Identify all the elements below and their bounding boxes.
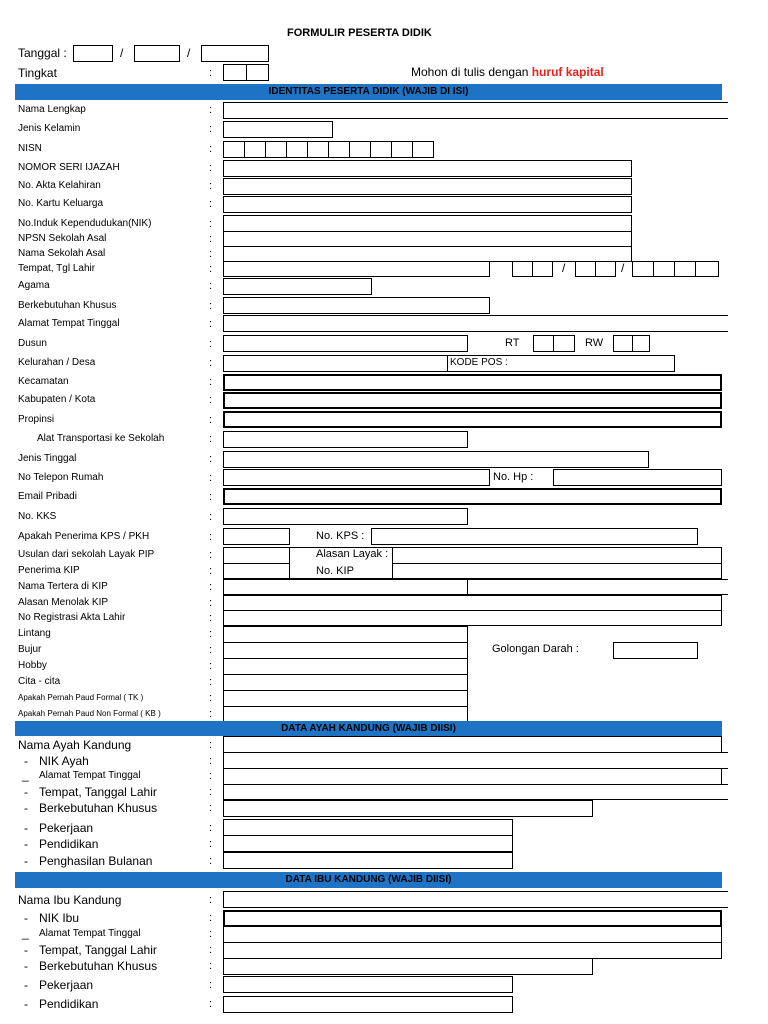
nama-lengkap-label: Nama Lengkap — [18, 104, 86, 115]
ttl-month-field[interactable] — [575, 261, 616, 277]
section-ibu-heading: DATA IBU KANDUNG (WAJIB DIISI) — [15, 872, 722, 888]
nik-colon: : — [209, 218, 213, 230]
ibu-bk-bullet: - — [24, 959, 28, 973]
ibu-alamat-field[interactable] — [223, 926, 722, 943]
kartu-keluarga-colon: : — [209, 198, 213, 210]
email-label: Email Pribadi — [18, 491, 77, 502]
ayah-ttl-field[interactable] — [223, 784, 728, 800]
paud-formal-label: Apakah Pernah Paud Formal ( TK ) — [18, 693, 144, 702]
kelurahan-label: Kelurahan / Desa — [18, 357, 96, 368]
ayah-bk-label: Berkebutuhan Khusus — [39, 801, 158, 815]
ayah-nik-label: NIK Ayah — [39, 754, 89, 768]
lintang-label: Lintang — [18, 628, 51, 639]
dusun-label: Dusun — [18, 338, 47, 349]
ttl-slash-1: / — [562, 261, 566, 275]
ibu-pendidikan-field[interactable] — [223, 996, 513, 1013]
kps-pkh-colon: : — [209, 531, 213, 543]
no-kip-field[interactable] — [392, 563, 722, 579]
ibu-alamat-bullet: _ — [22, 926, 29, 940]
ibu-bk-field[interactable] — [223, 958, 593, 975]
no-kps-label: No. KPS : — [316, 530, 365, 542]
ayah-nama-field[interactable] — [223, 736, 722, 753]
ayah-penghasilan-colon: : — [209, 855, 213, 867]
kartu-keluarga-field[interactable] — [223, 196, 632, 213]
jenis-kelamin-colon: : — [209, 123, 213, 135]
agama-colon: : — [209, 280, 213, 292]
penerima-kip-field[interactable] — [223, 563, 290, 579]
nisn-field[interactable] — [223, 141, 434, 158]
tanggal-month-field[interactable] — [134, 45, 180, 62]
ayah-ttl-label: Tempat, Tanggal Lahir — [39, 785, 157, 799]
ayah-penghasilan-bullet: - — [24, 854, 28, 868]
form-title: FORMULIR PESERTA DIDIK — [287, 27, 432, 39]
alasan-menolak-kip-field[interactable] — [223, 595, 722, 611]
kelurahan-field[interactable] — [223, 355, 448, 372]
ayah-alamat-field[interactable] — [223, 768, 722, 785]
ayah-penghasilan-label: Penghasilan Bulanan — [39, 854, 153, 868]
kabupaten-label: Kabupaten / Kota — [18, 394, 96, 405]
tanggal-label: Tanggal : — [18, 46, 67, 60]
alasan-layak-label: Alasan Layak : — [316, 548, 389, 560]
nomor-seri-ijazah-label: NOMOR SERI IJAZAH — [18, 162, 120, 173]
ibu-pendidikan-colon: : — [209, 998, 213, 1010]
jenis-tinggal-label: Jenis Tinggal — [18, 453, 77, 464]
nama-sekolah-colon: : — [209, 248, 213, 260]
ayah-pendidikan-bullet: - — [24, 837, 28, 851]
ibu-bk-colon: : — [209, 960, 213, 972]
rw-label: RW — [585, 337, 604, 349]
kelurahan-colon: : — [209, 357, 213, 369]
ayah-nik-colon: : — [209, 755, 213, 767]
dusun-field[interactable] — [223, 335, 468, 352]
no-hp-label: No. Hp : — [493, 471, 534, 483]
ibu-pendidikan-label: Pendidikan — [39, 997, 99, 1011]
kecamatan-colon: : — [209, 376, 213, 388]
ibu-nik-bullet: - — [24, 911, 28, 925]
akta-kelahiran-colon: : — [209, 180, 213, 192]
ayah-alamat-colon: : — [209, 770, 213, 782]
no-kip-label: No. KIP — [316, 565, 354, 577]
paud-formal-field[interactable] — [223, 690, 468, 707]
ayah-pendidikan-colon: : — [209, 838, 213, 850]
kartu-keluarga-label: No. Kartu Keluarga — [18, 198, 104, 209]
usulan-pip-label: Usulan dari sekolah Layak PIP — [18, 549, 155, 560]
ayah-bk-field[interactable] — [223, 800, 593, 817]
ibu-bk-label: Berkebutuhan Khusus — [39, 959, 158, 973]
nomor-seri-ijazah-field[interactable] — [223, 160, 632, 177]
telepon-rumah-field[interactable] — [223, 469, 490, 486]
alamat-label: Alamat Tempat Tinggal — [18, 318, 120, 329]
ibu-pekerjaan-colon: : — [209, 979, 213, 991]
registrasi-akta-colon: : — [209, 612, 213, 624]
akta-kelahiran-label: No. Akta Kelahiran — [18, 180, 101, 191]
ayah-alamat-bullet: _ — [22, 768, 29, 782]
berkebutuhan-khusus-field[interactable] — [223, 297, 490, 314]
no-kks-colon: : — [209, 511, 213, 523]
alasan-menolak-kip-label: Alasan Menolak KIP — [18, 597, 109, 608]
ibu-alamat-label: Alamat Tempat Tinggal — [39, 928, 141, 939]
transportasi-label: Alat Transportasi ke Sekolah — [37, 433, 165, 444]
ibu-alamat-colon: : — [209, 928, 213, 940]
jenis-kelamin-field[interactable] — [223, 121, 333, 138]
tanggal-day-field[interactable] — [73, 45, 113, 62]
hobby-field[interactable] — [223, 658, 468, 675]
bujur-field[interactable] — [223, 642, 468, 659]
tingkat-field[interactable] — [223, 64, 269, 81]
npsn-field[interactable] — [223, 231, 632, 247]
tanggal-slash-2: / — [187, 46, 191, 60]
ibu-nama-field[interactable] — [223, 891, 728, 908]
propinsi-colon: : — [209, 414, 213, 426]
telepon-rumah-colon: : — [209, 472, 213, 484]
ayah-bk-bullet: - — [24, 801, 28, 815]
berkebutuhan-khusus-label: Berkebutuhan Khusus — [18, 300, 117, 311]
ayah-pekerjaan-colon: : — [209, 822, 213, 834]
nik-field[interactable] — [223, 215, 632, 232]
lintang-colon: : — [209, 628, 213, 640]
ttl-label: Tempat, Tgl Lahir — [18, 263, 96, 274]
ayah-pendidikan-field[interactable] — [223, 835, 513, 852]
usulan-pip-field[interactable] — [223, 547, 290, 564]
nomor-seri-ijazah-colon: : — [209, 162, 213, 174]
tanggal-year-field[interactable] — [201, 45, 269, 62]
capital-note-emphasis: huruf kapital — [531, 65, 604, 79]
ibu-pekerjaan-bullet: - — [24, 978, 28, 992]
ttl-day-field[interactable] — [512, 261, 553, 277]
golongan-darah-field[interactable] — [613, 642, 698, 659]
paud-non-formal-colon: : — [209, 708, 213, 720]
ibu-ttl-colon: : — [209, 944, 213, 956]
lintang-field[interactable] — [223, 626, 468, 643]
jenis-tinggal-field[interactable] — [223, 451, 649, 468]
nama-kip-label: Nama Tertera di KIP — [18, 581, 108, 592]
email-field[interactable] — [223, 488, 722, 505]
nama-lengkap-field[interactable] — [223, 102, 728, 119]
paud-non-formal-field[interactable] — [223, 706, 468, 722]
cita-cita-field[interactable] — [223, 674, 468, 691]
golongan-darah-label: Golongan Darah : — [492, 643, 579, 655]
dusun-colon: : — [209, 338, 213, 350]
ayah-pekerjaan-bullet: - — [24, 821, 28, 835]
ayah-bk-colon: : — [209, 802, 213, 814]
jenis-kelamin-label: Jenis Kelamin — [18, 123, 81, 134]
alasan-layak-field[interactable] — [392, 547, 722, 564]
npsn-label: NPSN Sekolah Asal — [18, 233, 107, 244]
email-colon: : — [209, 491, 213, 503]
ibu-ttl-bullet: - — [24, 943, 28, 957]
rt-field[interactable] — [533, 335, 575, 352]
ayah-ttl-bullet: - — [24, 785, 28, 799]
telepon-rumah-label: No Telepon Rumah — [18, 472, 104, 483]
penerima-kip-label: Penerima KIP — [18, 565, 80, 576]
capital-note — [411, 66, 604, 78]
ibu-nik-colon: : — [209, 912, 213, 924]
no-hp-field[interactable] — [553, 469, 722, 486]
nama-sekolah-label: Nama Sekolah Asal — [18, 248, 106, 259]
usulan-pip-colon: : — [209, 549, 213, 561]
paud-formal-colon: : — [209, 692, 213, 704]
ayah-nik-field[interactable] — [223, 752, 728, 769]
cita-cita-label: Cita - cita — [18, 676, 61, 687]
tingkat-colon: : — [209, 67, 213, 79]
ibu-ttl-field[interactable] — [223, 942, 722, 959]
hobby-label: Hobby — [18, 660, 47, 671]
ttl-colon: : — [209, 263, 213, 275]
propinsi-field[interactable] — [223, 411, 722, 428]
nama-kip-colon: : — [209, 581, 213, 593]
ayah-nama-colon: : — [209, 739, 213, 751]
kode-pos-label: KODE POS : — [450, 357, 508, 368]
jenis-tinggal-colon: : — [209, 453, 213, 465]
kps-pkh-field[interactable] — [223, 528, 290, 545]
kabupaten-colon: : — [209, 394, 213, 406]
ttl-slash-2: / — [621, 261, 625, 275]
agama-label: Agama — [18, 280, 50, 291]
nama-kip-field[interactable] — [223, 579, 728, 595]
nama-sekolah-field[interactable] — [223, 246, 632, 262]
rw-field[interactable] — [613, 335, 650, 352]
kabupaten-field[interactable] — [223, 392, 722, 409]
ibu-nik-field[interactable] — [223, 910, 722, 927]
ayah-penghasilan-field[interactable] — [223, 852, 513, 869]
hobby-colon: : — [209, 660, 213, 672]
ibu-pekerjaan-label: Pekerjaan — [39, 978, 94, 992]
ibu-ttl-label: Tempat, Tanggal Lahir — [39, 943, 157, 957]
no-kks-label: No. KKS — [18, 511, 57, 522]
section-identitas-heading: IDENTITAS PESERTA DIDIK (WAJIB DI ISI) — [15, 84, 722, 100]
ayah-alamat-label: Alamat Tempat Tinggal — [39, 770, 141, 781]
transportasi-colon: : — [209, 433, 213, 445]
bujur-label: Bujur — [18, 644, 42, 655]
kps-pkh-label: Apakah Penerima KPS / PKH — [18, 531, 150, 542]
nisn-label: NISN — [18, 143, 42, 154]
nik-label: No.Induk Kependudukan(NIK) — [18, 218, 152, 229]
alasan-menolak-kip-colon: : — [209, 597, 213, 609]
berkebutuhan-khusus-colon: : — [209, 300, 213, 312]
ttl-place-field[interactable] — [223, 261, 490, 277]
ayah-pekerjaan-field[interactable] — [223, 819, 513, 836]
rt-label: RT — [505, 337, 520, 349]
ibu-pendidikan-bullet: - — [24, 997, 28, 1011]
ayah-nama-label: Nama Ayah Kandung — [18, 738, 132, 752]
nama-lengkap-colon: : — [209, 104, 213, 116]
capital-note-prefix: Mohon di tulis dengan — [411, 65, 532, 79]
tingkat-label: Tingkat — [18, 66, 57, 80]
propinsi-label: Propinsi — [18, 414, 55, 425]
transportasi-field[interactable] — [223, 431, 468, 448]
nisn-colon: : — [209, 143, 213, 155]
registrasi-akta-label: No Registrasi Akta Lahir — [18, 612, 126, 623]
registrasi-akta-field[interactable] — [223, 610, 722, 626]
bujur-colon: : — [209, 644, 213, 656]
ayah-ttl-colon: : — [209, 786, 213, 798]
kecamatan-field[interactable] — [223, 374, 722, 391]
ayah-pekerjaan-label: Pekerjaan — [39, 821, 94, 835]
ayah-nik-bullet: - — [24, 754, 28, 768]
ibu-nama-label: Nama Ibu Kandung — [18, 893, 122, 907]
no-kks-field[interactable] — [223, 508, 468, 525]
alamat-colon: : — [209, 318, 213, 330]
agama-field[interactable] — [223, 278, 372, 295]
npsn-colon: : — [209, 233, 213, 245]
kode-pos-field[interactable] — [447, 355, 675, 372]
ayah-pendidikan-label: Pendidikan — [39, 837, 99, 851]
ibu-nama-colon: : — [209, 894, 213, 906]
akta-kelahiran-field[interactable] — [223, 178, 632, 195]
ttl-year-field[interactable] — [632, 261, 719, 277]
alamat-field[interactable] — [223, 315, 728, 332]
ibu-pekerjaan-field[interactable] — [223, 976, 513, 993]
ibu-nik-label: NIK Ibu — [39, 911, 80, 925]
nama-kip-divider — [467, 579, 468, 595]
penerima-kip-colon: : — [209, 565, 213, 577]
kecamatan-label: Kecamatan — [18, 376, 69, 387]
tanggal-slash-1: / — [120, 46, 124, 60]
no-kps-field[interactable] — [371, 528, 698, 545]
section-ayah-heading: DATA AYAH KANDUNG (WAJIB DIISI) — [15, 721, 722, 736]
cita-cita-colon: : — [209, 676, 213, 688]
paud-non-formal-label: Apakah Pernah Paud Non Formal ( KB ) — [18, 709, 161, 718]
